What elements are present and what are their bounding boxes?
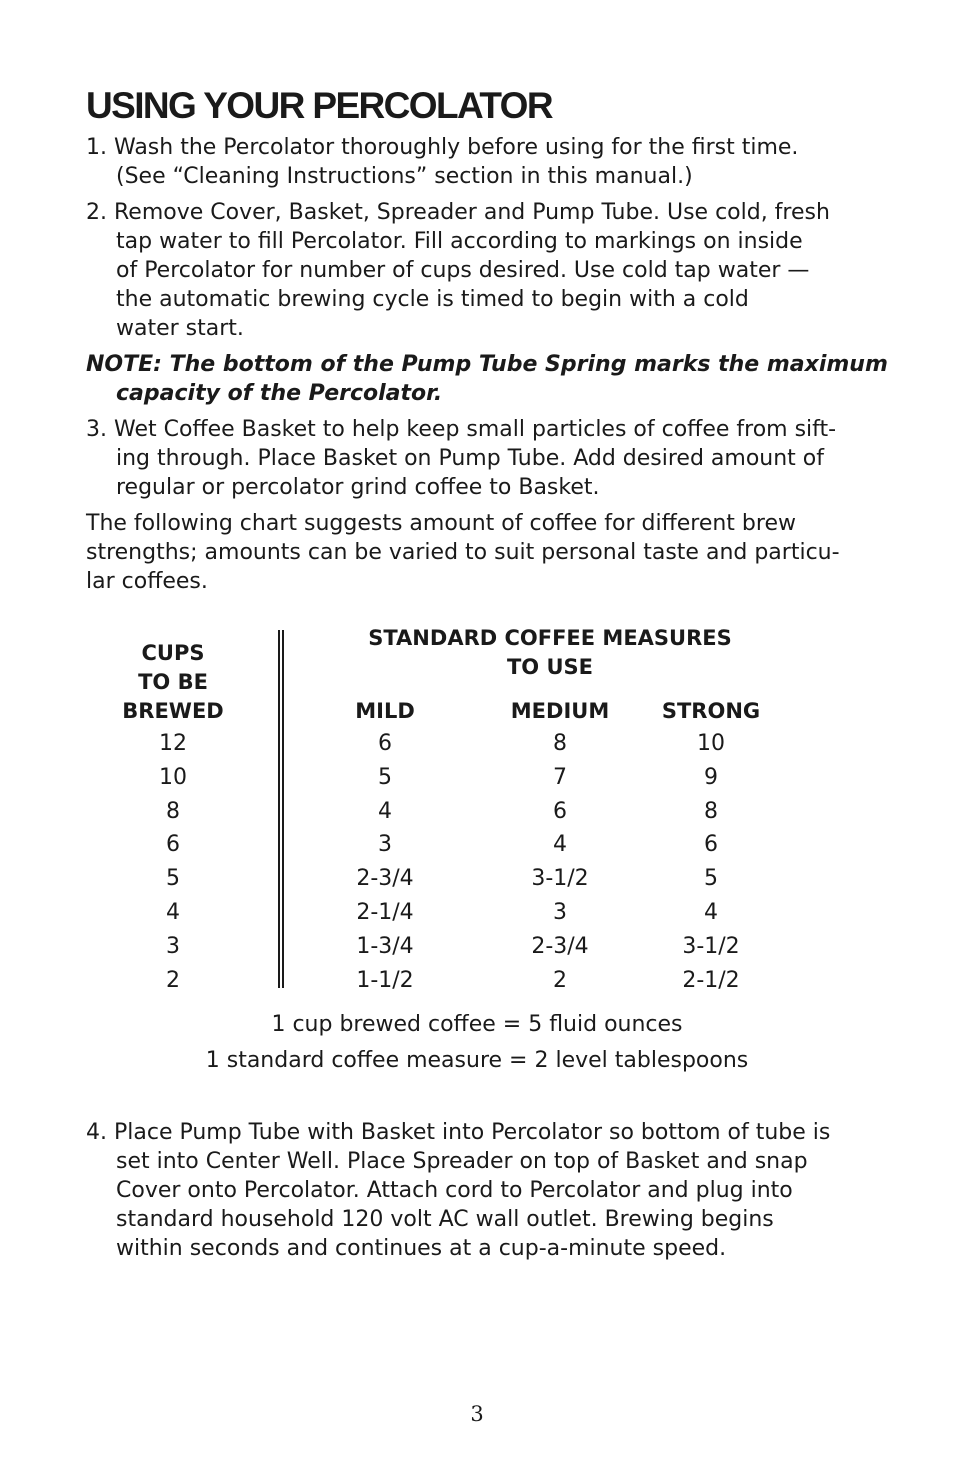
- step-2-line: of Percolator for number of cups desired. Use cold tap water —: [116, 258, 810, 283]
- step-2-line: water start.: [116, 316, 244, 341]
- cups-cell: 3: [166, 933, 180, 959]
- measures-header-line: TO USE: [506, 655, 593, 679]
- cups-cell: 8: [166, 798, 180, 824]
- step-4-line: set into Center Well. Place Spreader on top of Basket and snap: [116, 1149, 808, 1174]
- chart-intro: [86, 509, 840, 596]
- mild-cell: 4: [378, 798, 392, 824]
- cups-cell: 12: [159, 731, 187, 756]
- intro-line: lar coffees.: [86, 569, 208, 594]
- strong-cell: 3-1/2: [682, 933, 740, 959]
- mild-cell: 6: [378, 731, 392, 756]
- medium-cell: 4: [553, 832, 567, 858]
- cups-cell: 10: [159, 764, 187, 790]
- medium-cell: 2: [553, 967, 567, 993]
- cups-cell: 5: [166, 866, 180, 892]
- step-4-line: 4. Place Pump Tube with Basket into Percolator so bottom of tube is: [86, 1120, 831, 1145]
- footnote-measure: 1 standard coffee measure = 2 level tablespoons: [205, 1048, 749, 1073]
- measures-header: [310, 624, 790, 682]
- medium-cell: 3: [553, 900, 567, 925]
- strong-cell: 2-1/2: [682, 967, 740, 993]
- step-3-line: regular or percolator grind coffee to Basket.: [116, 475, 600, 500]
- step-2: [86, 198, 830, 343]
- cups-cell: 2: [166, 967, 180, 993]
- step-2-line: 2. Remove Cover, Basket, Spreader and Pump Tube. Use cold, fresh: [86, 200, 830, 225]
- cups-header: [98, 639, 248, 726]
- step-3-line: ing through. Place Basket on Pump Tube. Add desired amount of: [116, 446, 825, 471]
- strong-cell: 8: [704, 798, 718, 824]
- mild-header: MILD: [355, 699, 415, 723]
- capacity-note: [86, 350, 888, 408]
- step-1-line: 1. Wash the Percolator thoroughly before using for the first time.: [86, 135, 799, 160]
- step-4-line: within seconds and continues at a cup-a-minute speed.: [116, 1236, 727, 1261]
- step-4-line: Cover onto Percolator. Attach cord to Percolator and plug into: [116, 1178, 793, 1203]
- strong-cell: 4: [704, 900, 718, 925]
- cups-header-line: BREWED: [122, 699, 224, 723]
- mild-cell: 2-1/4: [356, 900, 414, 925]
- cups-cell: 4: [166, 900, 180, 925]
- medium-header: MEDIUM: [510, 699, 610, 723]
- medium-cell: 7: [553, 764, 567, 790]
- step-3-line: 3. Wet Coffee Basket to help keep small particles of coffee from sift-: [86, 417, 837, 442]
- strong-cell: 5: [704, 866, 718, 892]
- step-2-line: the automatic brewing cycle is timed to begin with a cold: [116, 287, 749, 312]
- step-4-line: standard household 120 volt AC wall outlet. Brewing begins: [116, 1207, 774, 1232]
- intro-line: The following chart suggests amount of coffee for different brew: [86, 511, 796, 536]
- step-2-line: tap water to fill Percolator. Fill according to markings on inside: [116, 229, 803, 254]
- table-divider: [278, 630, 284, 988]
- step-4: [86, 1118, 830, 1263]
- medium-cell: 3-1/2: [531, 866, 589, 892]
- footnote-cup: 1 cup brewed coffee = 5 fluid ounces: [271, 1012, 683, 1037]
- page-number: 3: [470, 1402, 484, 1426]
- medium-cell: 8: [553, 731, 567, 756]
- mild-cell: 1-3/4: [356, 933, 414, 959]
- medium-cell: 6: [553, 798, 567, 824]
- medium-cell: 2-3/4: [531, 933, 589, 959]
- strong-header: STRONG: [661, 699, 761, 723]
- step-1-line: (See “Cleaning Instructions” section in this manual.): [116, 164, 693, 189]
- note-line: capacity of the Percolator.: [116, 381, 443, 406]
- intro-line: strengths; amounts can be varied to suit personal taste and particu-: [86, 540, 840, 565]
- mild-cell: 5: [378, 764, 392, 790]
- cups-header-line: TO BE: [138, 670, 208, 694]
- step-1: [86, 133, 798, 191]
- strong-cell: 6: [704, 832, 718, 858]
- cups-cell: 6: [166, 832, 180, 858]
- strong-cell: 10: [697, 731, 725, 756]
- strong-cell: 9: [704, 764, 718, 790]
- mild-cell: 1-1/2: [356, 967, 414, 993]
- measures-header-line: STANDARD COFFEE MEASURES: [368, 626, 732, 650]
- cups-header-line: CUPS: [141, 641, 205, 665]
- mild-cell: 3: [378, 832, 392, 858]
- mild-cell: 2-3/4: [356, 866, 414, 892]
- step-3: [86, 415, 836, 502]
- page-title: USING YOUR PERCOLATOR: [86, 85, 552, 126]
- note-line: NOTE: The bottom of the Pump Tube Spring marks the maximum: [86, 352, 888, 377]
- coffee-measure-table: [88, 622, 788, 1002]
